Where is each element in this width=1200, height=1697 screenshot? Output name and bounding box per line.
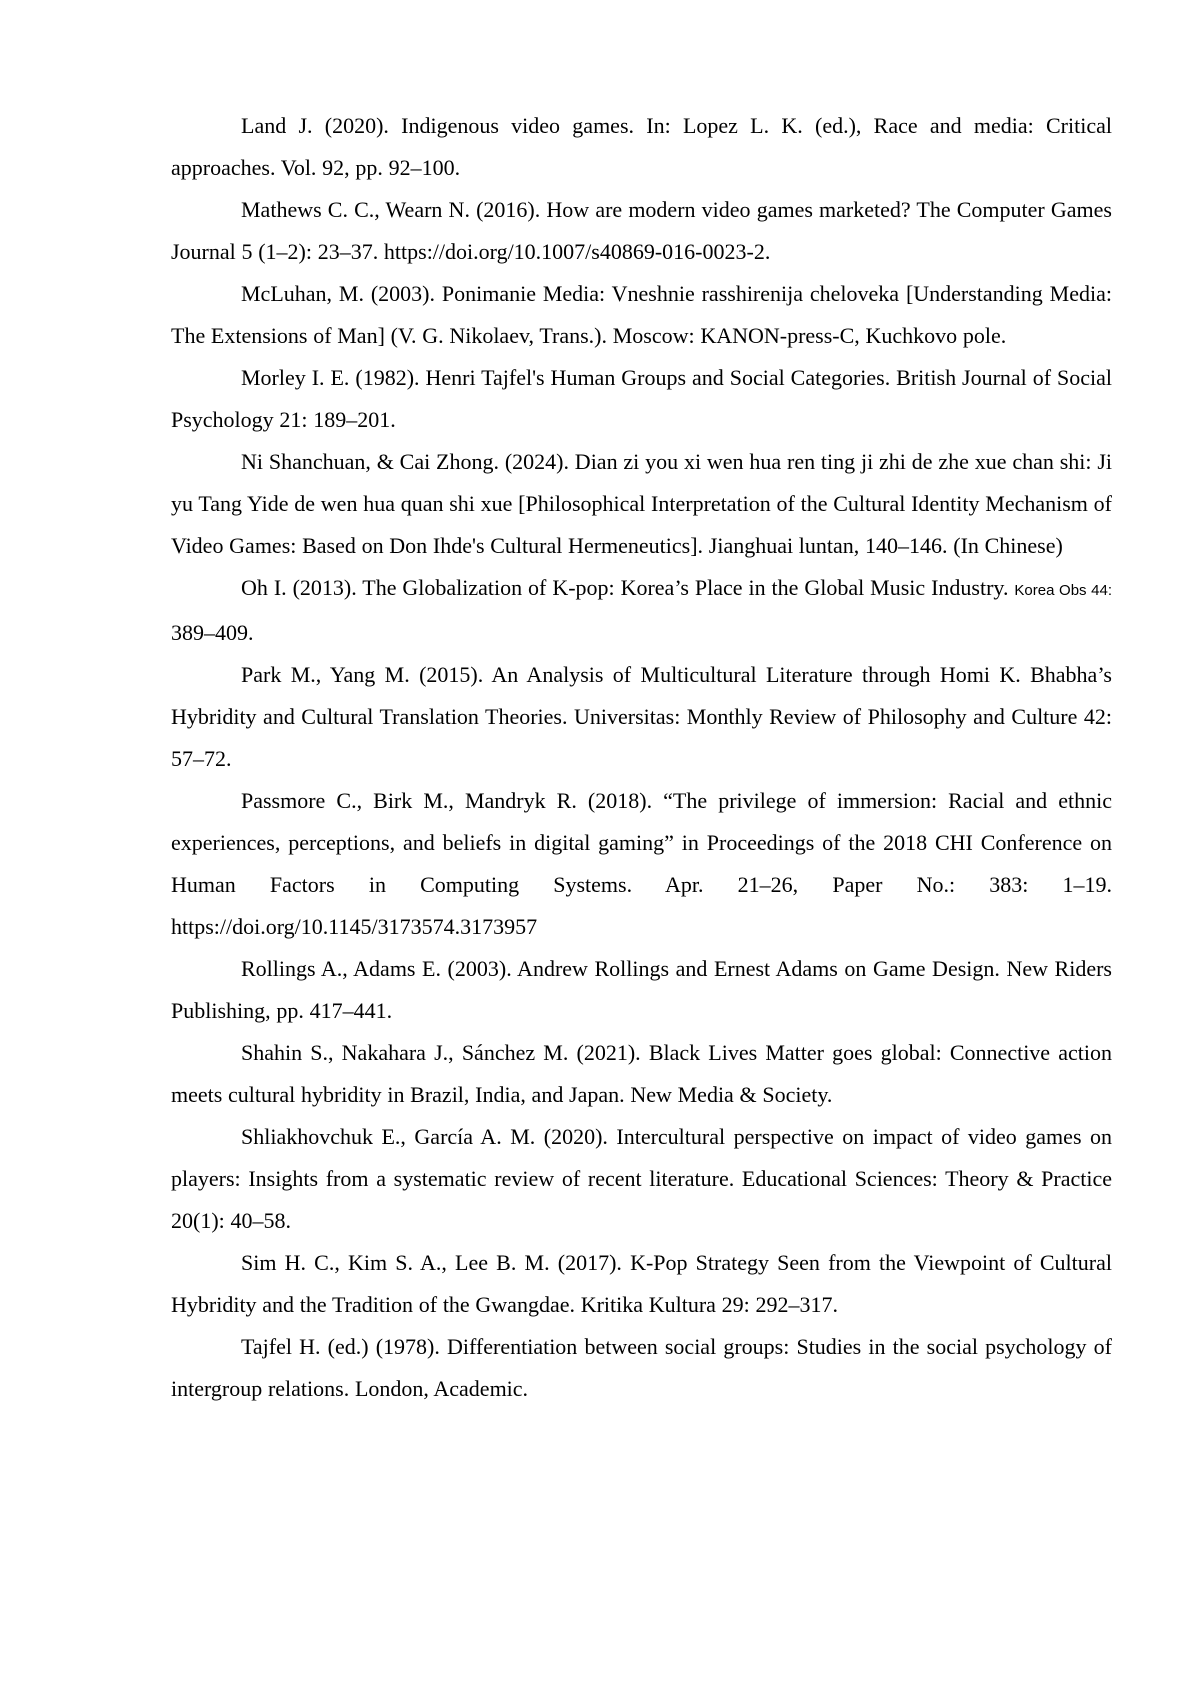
reference-entry: Mathews C. C., Wearn N. (2016). How are modern video games marketed? The Computer Games Journal 5 (1–2): 23–37. https://doi.org/10.1007/s40869-016-0023-2.	[171, 197, 1112, 264]
reference-entry-part: Oh I. (2013). The Globalization of K-pop: Korea’s Place in the Global Music Industry.	[241, 575, 1015, 600]
reference-entry: Shliakhovchuk E., García A. M. (2020). Intercultural perspective on impact of video games on players: Insights from a systematic review of recent literature. Educational Sciences: Theory & Practice 20(1): 40–58.	[171, 1124, 1112, 1233]
reference-entry: Park M., Yang M. (2015). An Analysis of Multicultural Literature through Homi K. Bhabha’s Hybridity and Cultural Translation Theories. Universitas: Monthly Review of Philosophy and Culture 42: 57–72.	[171, 662, 1112, 771]
reference-entry: Ni Shanchuan, & Cai Zhong. (2024). Dian zi you xi wen hua ren ting ji zhi de zhe xue chan shi: Ji yu Tang Yide de wen hua quan shi xue [Philosophical Interpretation of the Cultural Identity Mechanism of Video Games: Based on Don Ihde's Cultural Hermeneutics]. Jianghuai luntan, 140–146. (In Chinese)	[171, 449, 1112, 558]
reference-entry: McLuhan, M. (2003). Ponimanie Media: Vneshnie rasshirenija cheloveka [Understanding Media: The Extensions of Man] (V. G. Nikolaev, Trans.). Moscow: KANON-press-C, Kuchkovo pole.	[171, 281, 1112, 348]
reference-entry: Land J. (2020). Indigenous video games. In: Lopez L. K. (ed.), Race and media: Critical approaches. Vol. 92, pp. 92–100.	[171, 113, 1112, 180]
reference-entry: Tajfel H. (ed.) (1978). Differentiation between social groups: Studies in the social psychology of intergroup relations. London, Academic.	[171, 1334, 1112, 1401]
reference-entry: Passmore C., Birk M., Mandryk R. (2018). “The privilege of immersion: Racial and ethnic experiences, perceptions, and beliefs in digital gaming” in Proceedings of the 2018 CHI Conference on Human Factors in Computing Systems. Apr. 21–26, Paper No.: 383: 1–19. https://doi.org/10.1145/3173574.3173957	[171, 788, 1112, 939]
reference-entry: Morley I. E. (1982). Henri Tajfel's Human Groups and Social Categories. British Journal of Social Psychology 21: 189–201.	[171, 365, 1112, 432]
reference-entry: Rollings A., Adams E. (2003). Andrew Rollings and Ernest Adams on Game Design. New Riders Publishing, pp. 417–441.	[171, 956, 1112, 1023]
reference-entry-part: 389–409.	[171, 620, 254, 645]
reference-entry	[171, 567, 1112, 654]
reference-entry: Sim H. C., Kim S. A., Lee B. M. (2017). K-Pop Strategy Seen from the Viewpoint of Cultural Hybridity and the Tradition of the Gwangdae. Kritika Kultura 29: 292–317.	[171, 1250, 1112, 1317]
reference-entry: Shahin S., Nakahara J., Sánchez M. (2021). Black Lives Matter goes global: Connective action meets cultural hybridity in Brazil, India, and Japan. New Media & Society.	[171, 1040, 1112, 1107]
reference-entry-journal-abbrev: Korea Obs 44:	[1014, 582, 1112, 599]
